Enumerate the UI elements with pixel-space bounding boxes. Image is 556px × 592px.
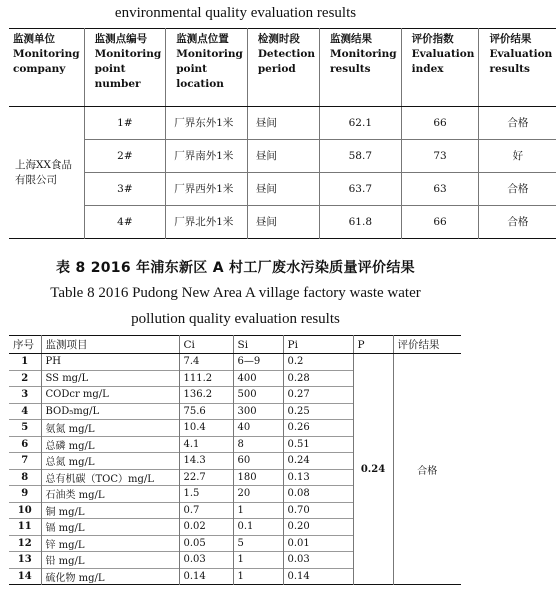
row-number-cell: 11: [9, 519, 41, 536]
row-number-cell: 9: [9, 486, 41, 503]
table-row: [9, 107, 556, 140]
header-label-english: Monitoring company: [13, 48, 80, 75]
item-cell: 铅 mg/L: [41, 552, 179, 569]
period-cell: 昼间: [247, 107, 319, 140]
result-cell: 63.7: [320, 173, 402, 206]
pi-cell: 0.03: [283, 552, 353, 569]
pi-cell: 0.27: [283, 387, 353, 404]
ci-cell: 136.2: [179, 387, 233, 404]
ci-cell: 22.7: [179, 469, 233, 486]
si-cell: 60: [233, 453, 283, 470]
si-cell: 40: [233, 420, 283, 437]
si-cell: 0.1: [233, 519, 283, 536]
index-cell: 66: [401, 206, 479, 239]
table-row: [9, 206, 556, 239]
header-label-chinese: 监测单位: [13, 33, 55, 45]
p-value-cell: 0.24: [353, 354, 393, 585]
row-number-cell: 13: [9, 552, 41, 569]
table-header-row: [9, 29, 556, 107]
ci-cell: 0.02: [179, 519, 233, 536]
row-number-cell: 10: [9, 502, 41, 519]
pi-cell: 0.28: [283, 370, 353, 387]
pi-cell: 0.26: [283, 420, 353, 437]
si-cell: 400: [233, 370, 283, 387]
location-cell: 厂界东外1米: [166, 107, 248, 140]
header-cell: 评价结果: [393, 336, 461, 354]
si-cell: 1: [233, 502, 283, 519]
evaluation-cell: 合格: [479, 107, 556, 140]
table-row: [9, 140, 556, 173]
ci-cell: 0.03: [179, 552, 233, 569]
ci-cell: 75.6: [179, 403, 233, 420]
period-cell: 昼间: [247, 206, 319, 239]
table-header-row: [9, 336, 461, 354]
ci-cell: 111.2: [179, 370, 233, 387]
header-cell: [479, 29, 556, 107]
item-cell: 铜 mg/L: [41, 502, 179, 519]
row-number-cell: 6: [9, 436, 41, 453]
pi-cell: 0.2: [283, 354, 353, 371]
item-cell: 镉 mg/L: [41, 519, 179, 536]
row-number-cell: 2: [9, 370, 41, 387]
location-cell: 厂界南外1米: [166, 140, 248, 173]
header-label-english: Detection period: [257, 48, 316, 75]
header-label-chinese: 检测时段: [257, 33, 300, 45]
si-cell: 180: [233, 469, 283, 486]
pi-cell: 0.20: [283, 519, 353, 536]
ci-cell: 0.7: [179, 502, 233, 519]
table8-caption-english-line1: Table 8 2016 Pudong New Area A village factory waste water: [50, 285, 421, 301]
point-number-cell: 2#: [84, 140, 166, 173]
row-number-cell: 1: [9, 354, 41, 371]
pi-cell: 0.08: [283, 486, 353, 503]
header-cell: [320, 29, 402, 107]
si-cell: 500: [233, 387, 283, 404]
row-number-cell: 7: [9, 453, 41, 470]
location-cell: 厂界西外1米: [166, 173, 248, 206]
header-label-chinese: 评价指数: [411, 33, 454, 45]
pi-cell: 0.24: [283, 453, 353, 470]
item-cell: 总氮 mg/L: [41, 453, 179, 470]
table8-caption-chinese: 表 8 2016 年浦东新区 A 村工厂废水污染质量评价结果: [56, 260, 415, 276]
row-number-cell: 3: [9, 387, 41, 404]
row-number-cell: 4: [9, 403, 41, 420]
evaluation-cell: 好: [479, 140, 556, 173]
company-cell: 上海XX食品有限公司: [9, 107, 84, 239]
header-label-english: Monitoring point location: [176, 48, 243, 90]
point-number-cell: 1#: [84, 107, 166, 140]
evaluation-cell: 合格: [393, 354, 461, 585]
item-cell: 总有机碳（TOC）mg/L: [41, 469, 179, 486]
header-label-english: Evaluation index: [411, 48, 475, 75]
location-cell: 厂界北外1米: [166, 206, 248, 239]
si-cell: 20: [233, 486, 283, 503]
ci-cell: 14.3: [179, 453, 233, 470]
evaluation-cell: 合格: [479, 173, 556, 206]
table-row: [9, 173, 556, 206]
wastewater-evaluation-table: [9, 335, 461, 585]
header-label-chinese: 监测点位置: [176, 33, 229, 45]
item-cell: 总磷 mg/L: [41, 436, 179, 453]
header-label-chinese: 评价结果: [489, 33, 532, 45]
header-label-chinese: 监测结果: [330, 33, 373, 45]
header-cell: [9, 29, 84, 107]
header-cell: [166, 29, 248, 107]
table-row: [9, 354, 461, 371]
header-cell: Si: [233, 336, 283, 354]
si-cell: 1: [233, 568, 283, 585]
pi-cell: 0.14: [283, 568, 353, 585]
ci-cell: 0.14: [179, 568, 233, 585]
pi-cell: 0.25: [283, 403, 353, 420]
index-cell: 66: [401, 107, 479, 140]
period-cell: 昼间: [247, 140, 319, 173]
ci-cell: 7.4: [179, 354, 233, 371]
pi-cell: 0.13: [283, 469, 353, 486]
header-cell: 监测项目: [41, 336, 179, 354]
point-number-cell: 4#: [84, 206, 166, 239]
row-number-cell: 12: [9, 535, 41, 552]
header-cell: [247, 29, 319, 107]
header-cell: P: [353, 336, 393, 354]
header-cell: 序号: [9, 336, 41, 354]
result-cell: 62.1: [320, 107, 402, 140]
item-cell: SS mg/L: [41, 370, 179, 387]
index-cell: 73: [401, 140, 479, 173]
point-number-cell: 3#: [84, 173, 166, 206]
noise-evaluation-table: [9, 28, 556, 239]
header-label-english: Monitoring results: [330, 48, 397, 75]
header-cell: Ci: [179, 336, 233, 354]
table8-caption-english-line2: pollution quality evaluation results: [131, 311, 340, 327]
row-number-cell: 8: [9, 469, 41, 486]
ci-cell: 1.5: [179, 486, 233, 503]
result-cell: 58.7: [320, 140, 402, 173]
si-cell: 300: [233, 403, 283, 420]
header-label-english: Monitoring point number: [94, 48, 162, 90]
si-cell: 6—9: [233, 354, 283, 371]
pi-cell: 0.51: [283, 436, 353, 453]
item-cell: PH: [41, 354, 179, 371]
header-cell: Pi: [283, 336, 353, 354]
item-cell: BOD₅mg/L: [41, 403, 179, 420]
si-cell: 8: [233, 436, 283, 453]
header-cell: [401, 29, 479, 107]
period-cell: 昼间: [247, 173, 319, 206]
evaluation-cell: 合格: [479, 206, 556, 239]
header-label-chinese: 监测点编号: [94, 33, 148, 45]
table7-caption-tail: environmental quality evaluation results: [114, 5, 357, 21]
item-cell: 硫化物 mg/L: [41, 568, 179, 585]
index-cell: 63: [401, 173, 479, 206]
ci-cell: 0.05: [179, 535, 233, 552]
si-cell: 5: [233, 535, 283, 552]
item-cell: 锌 mg/L: [41, 535, 179, 552]
ci-cell: 4.1: [179, 436, 233, 453]
pi-cell: 0.70: [283, 502, 353, 519]
item-cell: 石油类 mg/L: [41, 486, 179, 503]
row-number-cell: 14: [9, 568, 41, 585]
ci-cell: 10.4: [179, 420, 233, 437]
item-cell: 氨氮 mg/L: [41, 420, 179, 437]
header-cell: [84, 29, 166, 107]
si-cell: 1: [233, 552, 283, 569]
row-number-cell: 5: [9, 420, 41, 437]
result-cell: 61.8: [320, 206, 402, 239]
pi-cell: 0.01: [283, 535, 353, 552]
item-cell: CODcr mg/L: [41, 387, 179, 404]
header-label-english: Evaluation results: [489, 48, 553, 75]
